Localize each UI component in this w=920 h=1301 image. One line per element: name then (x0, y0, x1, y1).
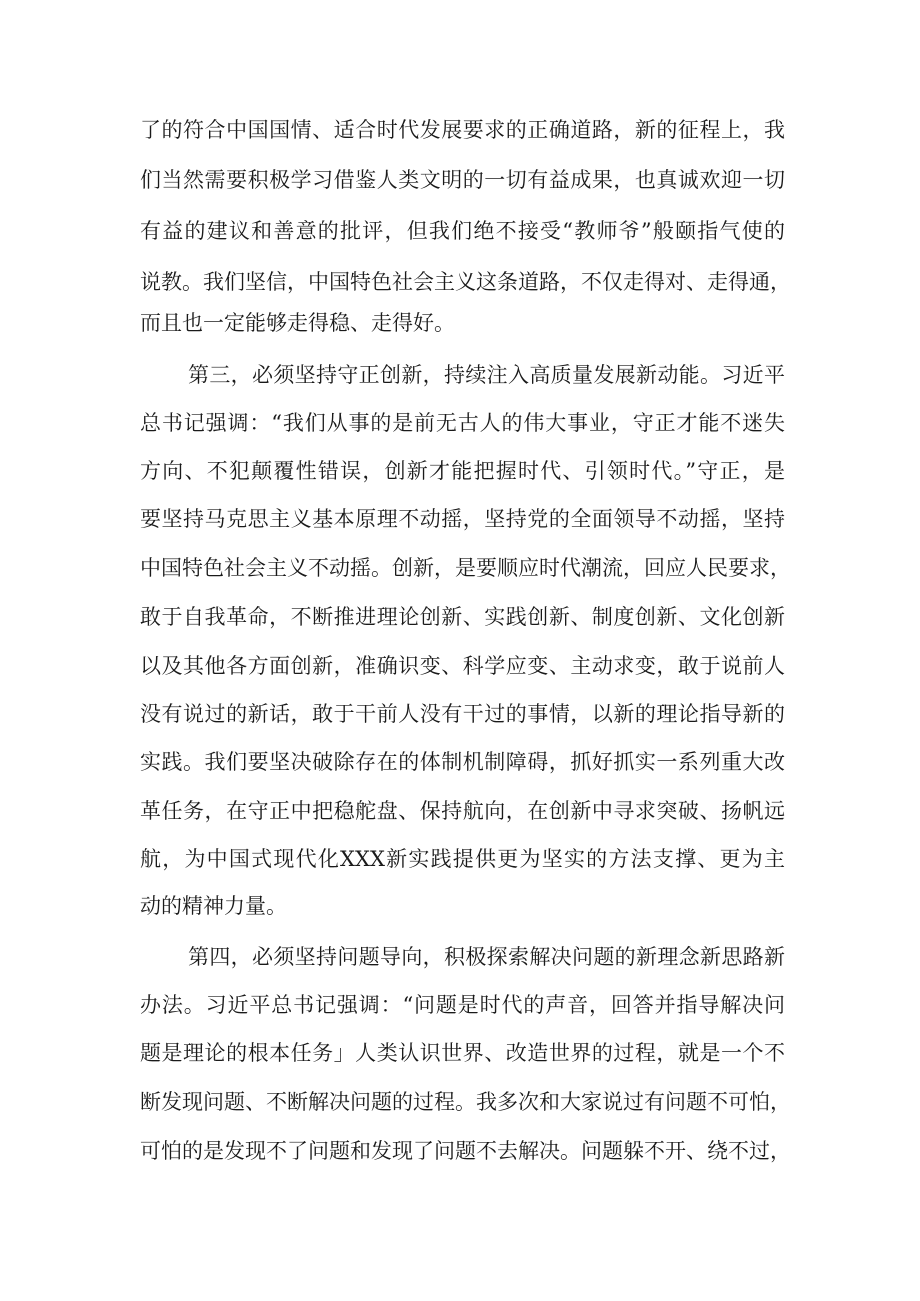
paragraph-first-line: 第三，必须坚持守正创新，持续注入高质量发展新动能。习近平 (188, 363, 785, 387)
paragraph-first-line: 第四，必须坚持问题导向，积极探索解决问题的新理念新思路新 (188, 945, 785, 969)
text-line: 方向、不犯颠覆性错误，创新才能把握时代、引领时代。”守正，是 (140, 459, 785, 483)
text-line: 了的符合中国国情、适合时代发展要求的正确道路，新的征程上，我 (140, 118, 785, 142)
text-line: 断发现问题、不断解决问题的过程。我多次和大家说过有问题不可怕， (140, 1090, 791, 1114)
text-line: 动的精神力量。 (140, 894, 287, 918)
text-line: 实践。我们要坚决破除存在的体制机制障碍，抓好抓实一系列重大改 (140, 750, 785, 774)
text-line: 以及其他各方面创新，准确识变、科学应变、主动求变，敢于说前人 (140, 654, 785, 678)
text-line: 要坚持马克思主义基本原理不动摇，坚持党的全面领导不动摇，坚持 (140, 507, 785, 531)
text-line: 总书记强调：“我们从事的是前无古人的伟大事业，守正才能不迷失 (140, 411, 785, 435)
text-line: 没有说过的新话，敢于干前人没有干过的事情，以新的理论指导新的 (140, 702, 785, 726)
text-line: 有益的建议和善意的批评，但我们绝不接受“教师爷”般颐指气使的 (140, 219, 785, 243)
text-line: 说教。我们坚信，中国特色社会主义这条道路，不仅走得对、走得通， (140, 270, 791, 294)
text-line: 题是理论的根本任务」人类认识世界、改造世界的过程，就是一个不 (140, 1041, 785, 1065)
text-line: 革任务，在守正中把稳舵盘、保持航向，在创新中寻求突破、扬帆远 (140, 799, 785, 823)
text-line: 而且也一定能够走得稳、走得好。 (140, 311, 455, 335)
text-line: 敢于自我革命，不断推进理论创新、实践创新、制度创新、文化创新 (140, 605, 785, 629)
text-line: 们当然需要积极学习借鉴人类文明的一切有益成果，也真诚欢迎一切 (140, 168, 785, 192)
text-line: 航，为中国式现代化XXX新实践提供更为坚实的方法支撑、更为主 (140, 847, 785, 871)
text-line: 中国特色社会主义不动摇。创新，是要顺应时代潮流，回应人民要求， (140, 556, 791, 580)
text-line: 办法。习近平总书记强调：“问题是时代的声音，回答并指导解决问 (140, 993, 785, 1017)
text-line: 可怕的是发现不了问题和发现了问题不去解决。问题躲不开、绕不过， (140, 1139, 791, 1163)
